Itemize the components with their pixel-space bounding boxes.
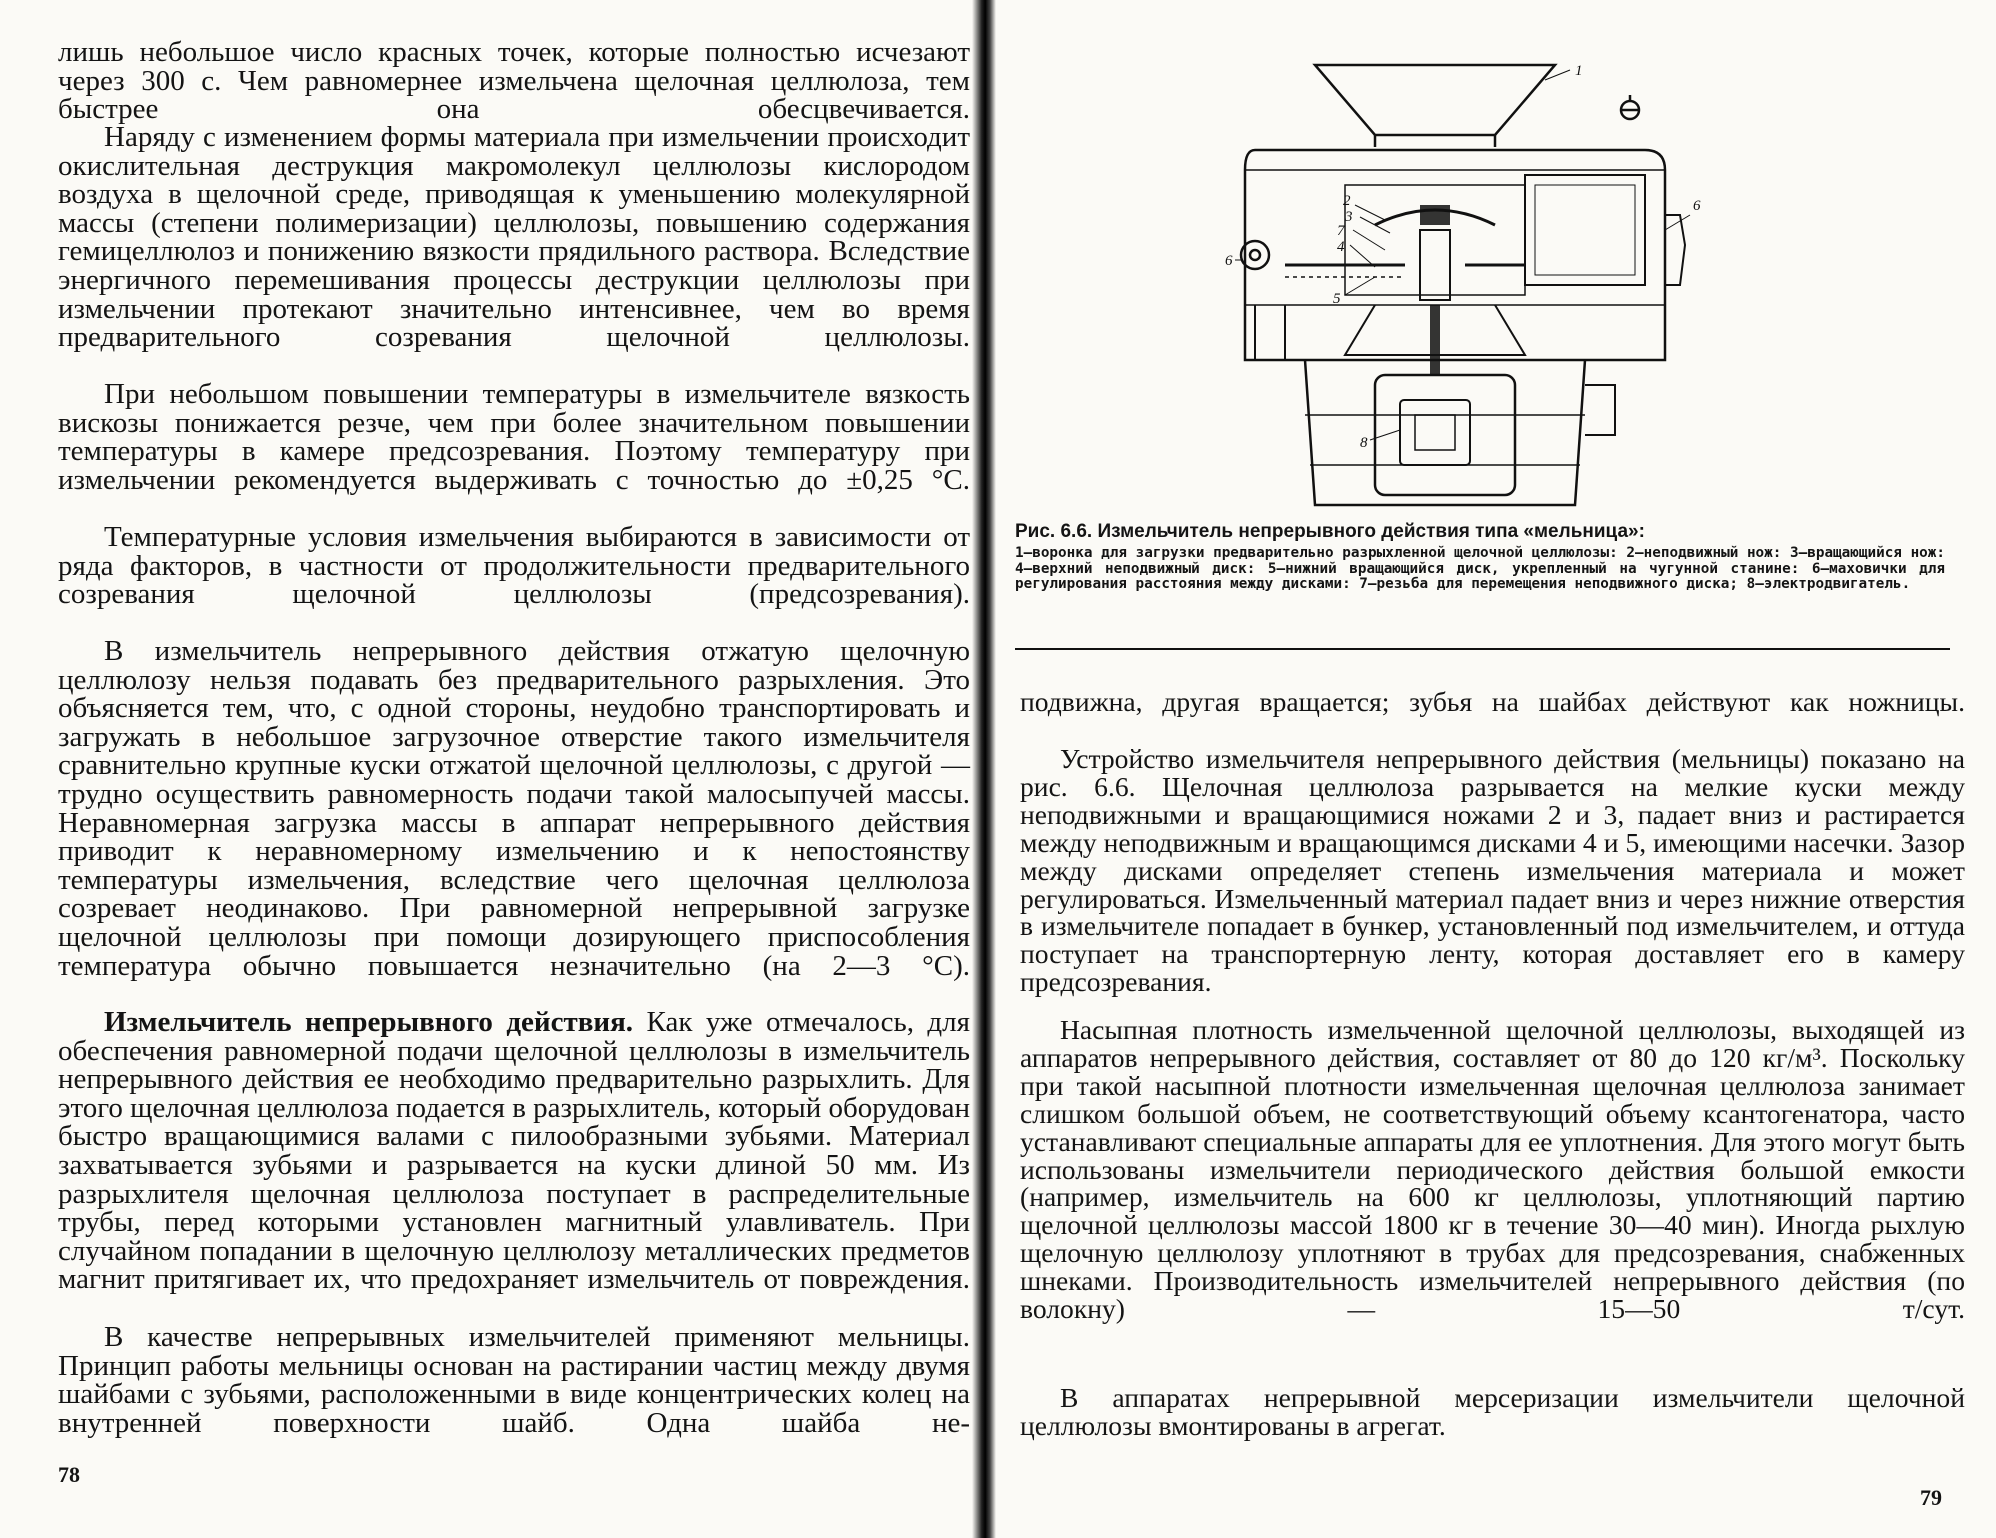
- paragraph: лишь небольшое число красных точек, которые полностью исчезают через 300 с. Чем равномернее измельчена щелочная целлюлоза, тем быстрее она обесцвечивается.: [58, 36, 970, 126]
- paragraph: Температурные условия измельчения выбираются в зависимости от ряда факторов, в частности от продолжительности предварительного созревания щелочной целлюлозы (предсозревания).: [58, 521, 970, 611]
- left-page: [0, 0, 975, 1538]
- book-gutter: [972, 0, 996, 1538]
- paragraph: Устройство измельчителя непрерывного действия (мельницы) показано на рис. 6.6. Щелочная целлюлоза разрывается на мелкие куски между неподвижными и вращающимися ножами 2 и 3, падает вниз и растирается между неподвижным и вращающимся дисками 4 и 5, имеющими насечки. Зазор между дисками определяет степень измельчения материала и может регулироваться. Измельченный материал падает вниз и через нижние отверстия в измельчителе попадает в бункер, установленный под измельчителем, и оттуда поступает на транспортерную ленту, которая доставляет его в камеру предсозревания.: [1020, 743, 1965, 998]
- caption-text: 1—воронка для загрузки предварительно разрыхленной щелочной целлюлозы: 2—неподвижный нож: 3—вращающийся нож: 4—верхний неподвижный диск: 5—нижний вращающийся диск, укрепленный на чугунной станине: 6—маховички для регулирования расстояния между дисками: 7—резьба для перемещения неподвижного диска; 8—электродвигатель.: [1015, 545, 1945, 593]
- caption-title: Рис. 6.6. Измельчитель непрерывного действия типа «мельница»:: [1015, 521, 1645, 542]
- paragraph: В аппаратах непрерывной мерсеризации измельчители щелочной целлюлозы вмонтированы в агрегат.: [1020, 1382, 1965, 1441]
- right-page: [995, 0, 1996, 1538]
- figure-label: 5: [1333, 291, 1341, 307]
- figure-label: 8: [1360, 435, 1368, 451]
- figure-label: 3: [1345, 209, 1353, 225]
- paragraph-text: Как уже отмечалось, для обеспечения равномерной подачи щелочной целлюлозы в измельчитель непрерывного действия ее необходимо предварительно разрыхлить. Для этого щелочная целлюлоза подается в разрыхлитель, который оборудован быстро вращающимися валами с пилообразными зубьями. Материал захватывается зубьями и разрывается на куски длиной 50 мм. Из разрыхлителя щелочная целлюлоза поступает в распределительные трубы, перед которыми установлен магнитный улавливатель. При случайном попадании в щелочную целлюлозу металлических предметов магнит притягивает их, что предохраняет измельчитель от повреждения.: [58, 1006, 970, 1296]
- paragraph: В качестве непрерывных измельчителей применяют мельницы. Принцип работы мельницы основан на растирании частиц между двумя шайбами с зубьями, расположенными в виде концентрических колец на внутренней поверхности шайб. Одна шайба не-: [58, 1321, 970, 1439]
- figure-label: 1: [1575, 63, 1583, 79]
- figure-label: 6: [1693, 198, 1701, 214]
- paragraph: подвижна, другая вращается; зубья на шайбах действуют как ножницы.: [1020, 686, 1965, 717]
- divider: [1015, 648, 1950, 650]
- section-heading: Измельчитель непрерывного действия.: [104, 1006, 634, 1038]
- figure-caption: [1015, 520, 1945, 593]
- page-number: 78: [58, 1462, 80, 1487]
- paragraph: [58, 1008, 970, 1294]
- paragraph: В измельчитель непрерывного действия отжатую щелочную целлюлозу нельзя подавать без предварительного разрыхления. Это объясняется тем, что, с одной стороны, неудобно транспортировать и загружать в небольшое загрузочное отверстие такого измельчителя сравнительно крупные куски отжатой щелочной целлюлозы, с другой — трудно осуществить равномерность подачи такой малосыпучей массы. Неравномерная загрузка массы в аппарат непрерывного действия приводит к неравномерному измельчению и к непостоянству температуры измельчения, вследствие чего щелочная целлюлоза созревает неодинаково. При равномерной непрерывной загрузке щелочной целлюлозы при помощи дозирующего приспособления температура обычно повышается незначительно (на 2—3 °С).: [58, 635, 970, 982]
- mill-diagram: [1225, 55, 1785, 515]
- figure-label: 2: [1343, 193, 1351, 209]
- figure-label: 4: [1337, 239, 1345, 255]
- figure-label: 7: [1337, 223, 1345, 239]
- paragraph: Насыпная плотность измельченной щелочной целлюлозы, выходящей из аппаратов непрерывного действия, составляет от 80 до 120 кг/м³. Поскольку при такой насыпной плотности измельченная щелочная целлюлоза занимает слишком большой объем, не соответствующий объему ксантогенатора, часто устанавливают специальные аппараты для ее уплотнения. Для этого могут быть использованы измельчители периодического действия большой емкости (например, измельчитель на 600 кг целлюлозы, уплотняющий партию щелочной целлюлозы массой 1800 кг в течение 30—40 мин). Иногда рыхлую щелочную целлюлозу уплотняют в трубах для предсозревания, снабженных шнеками. Производительность измельчителей непрерывного действия (по волокну) — 15—50 т/сут.: [1020, 1014, 1965, 1325]
- paragraph: Наряду с изменением формы материала при измельчении происходит окислительная деструкция макромолекул целлюлозы кислородом воздуха в щелочной среде, приводящая к уменьшению молекулярной массы (степени полимеризации) целлюлозы, повышению содержания гемицеллюлоз и понижению вязкости прядильного раствора. Вследствие энергичного перемешивания процессы деструкции целлюлозы при измельчении протекают значительно интенсивнее, чем во время предварительного созревания щелочной целлюлозы.: [58, 121, 970, 354]
- paragraph: При небольшом повышении температуры в измельчителе вязкость вискозы понижается резче, чем при более значительном повышении температуры в камере предсозревания. Поэтому температуру при измельчении рекомендуется выдерживать с точностью до ±0,25 °С.: [58, 378, 970, 496]
- figure-label: 6: [1225, 253, 1233, 269]
- page-number: 79: [1920, 1485, 1942, 1510]
